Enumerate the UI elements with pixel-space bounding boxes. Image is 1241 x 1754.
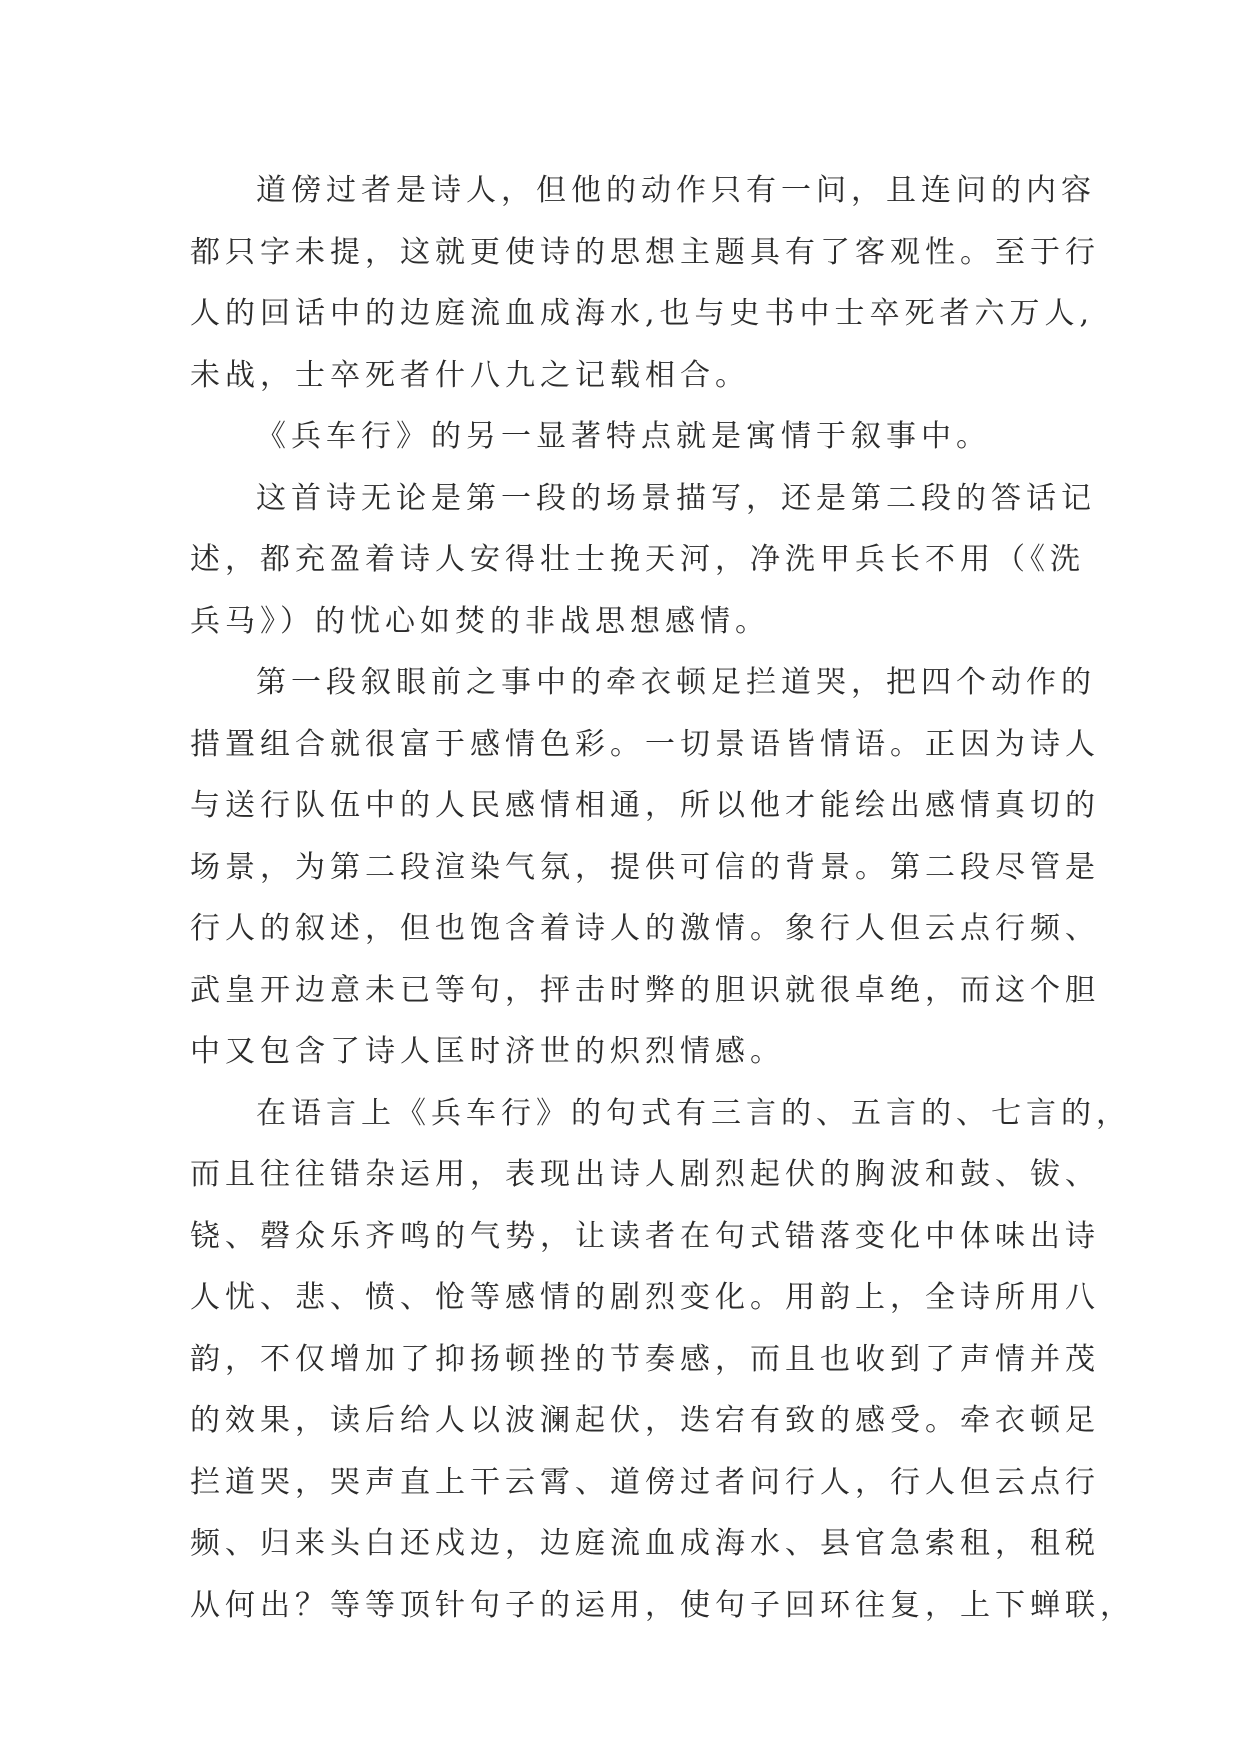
text-line-14: 武皇开边意未已等句，抨击时弊的胆识就很卓绝，而这个胆: [190, 972, 1100, 1008]
text-line-11: 与送行队伍中的人民感情相通，所以他才能绘出感情真切的: [190, 788, 1100, 823]
text-line-9: 第一段叙眼前之事中的牵衣顿足拦道哭，把四个动作的: [256, 665, 1096, 700]
text-line-15: 中又包含了诗人匡时济世的炽烈情感。: [190, 1034, 785, 1069]
text-line-4: 未战，士卒死者什八九之记载相合。: [190, 357, 750, 393]
text-line-18: 铙、磬众乐齐鸣的气势，让读者在句式错落变化中体味出诗: [190, 1218, 1100, 1254]
text-line-5: 《兵车行》的另一显著特点就是寓情于叙事中。: [256, 419, 991, 454]
text-line-6: 这首诗无论是第一段的场景描写，还是第二段的答话记: [256, 480, 1096, 516]
text-line-2: 都只字未提，这就更使诗的思想主题具有了客观性。至于行: [190, 234, 1100, 270]
text-line-20: 韵，不仅增加了抑扬顿挫的节奏感，而且也收到了声情并茂: [190, 1341, 1100, 1377]
text-line-21: 的效果，读后给人以波澜起伏，迭宕有致的感受。牵衣顿足: [190, 1403, 1100, 1438]
text-line-23: 频、归来头白还戍边，边庭流血成海水、县官急索租，租税: [190, 1526, 1100, 1561]
text-line-3: 人的回话中的边庭流血成海水,也与史书中士卒死者六万人,: [190, 296, 1095, 331]
text-line-19: 人忧、悲、愤、怆等感情的剧烈变化。用韵上，全诗所用八: [190, 1280, 1100, 1315]
text-line-8: 兵马》）的忧心如焚的非战思想感情。: [190, 603, 770, 639]
text-line-12: 场景，为第二段渲染气氛，提供可信的背景。第二段尽管是: [190, 849, 1100, 885]
text-line-10: 措置组合就很富于感情色彩。一切景语皆情语。正因为诗人: [190, 726, 1100, 762]
body-text: [190, 160, 1135, 1636]
text-line-24: 从何出？等等顶针句子的运用，使句子回环往复，上下蝉联，: [190, 1587, 1135, 1623]
text-line-13: 行人的叙述，但也饱含着诗人的激情。象行人但云点行频、: [190, 911, 1100, 946]
text-line-22: 拦道哭，哭声直上干云霄、道傍过者问行人，行人但云点行: [190, 1464, 1100, 1500]
text-line-16: 在语言上《兵车行》的句式有三言的、五言的、七言的，: [256, 1095, 1131, 1131]
text-line-7: 述，都充盈着诗人安得壮士挽天河，净洗甲兵长不用（《洗: [190, 542, 1085, 577]
text-line-17: 而且往往错杂运用，表现出诗人剧烈起伏的胸波和鼓、钹、: [190, 1157, 1100, 1192]
text-line-1: 道傍过者是诗人，但他的动作只有一问，且连问的内容: [256, 173, 1096, 208]
